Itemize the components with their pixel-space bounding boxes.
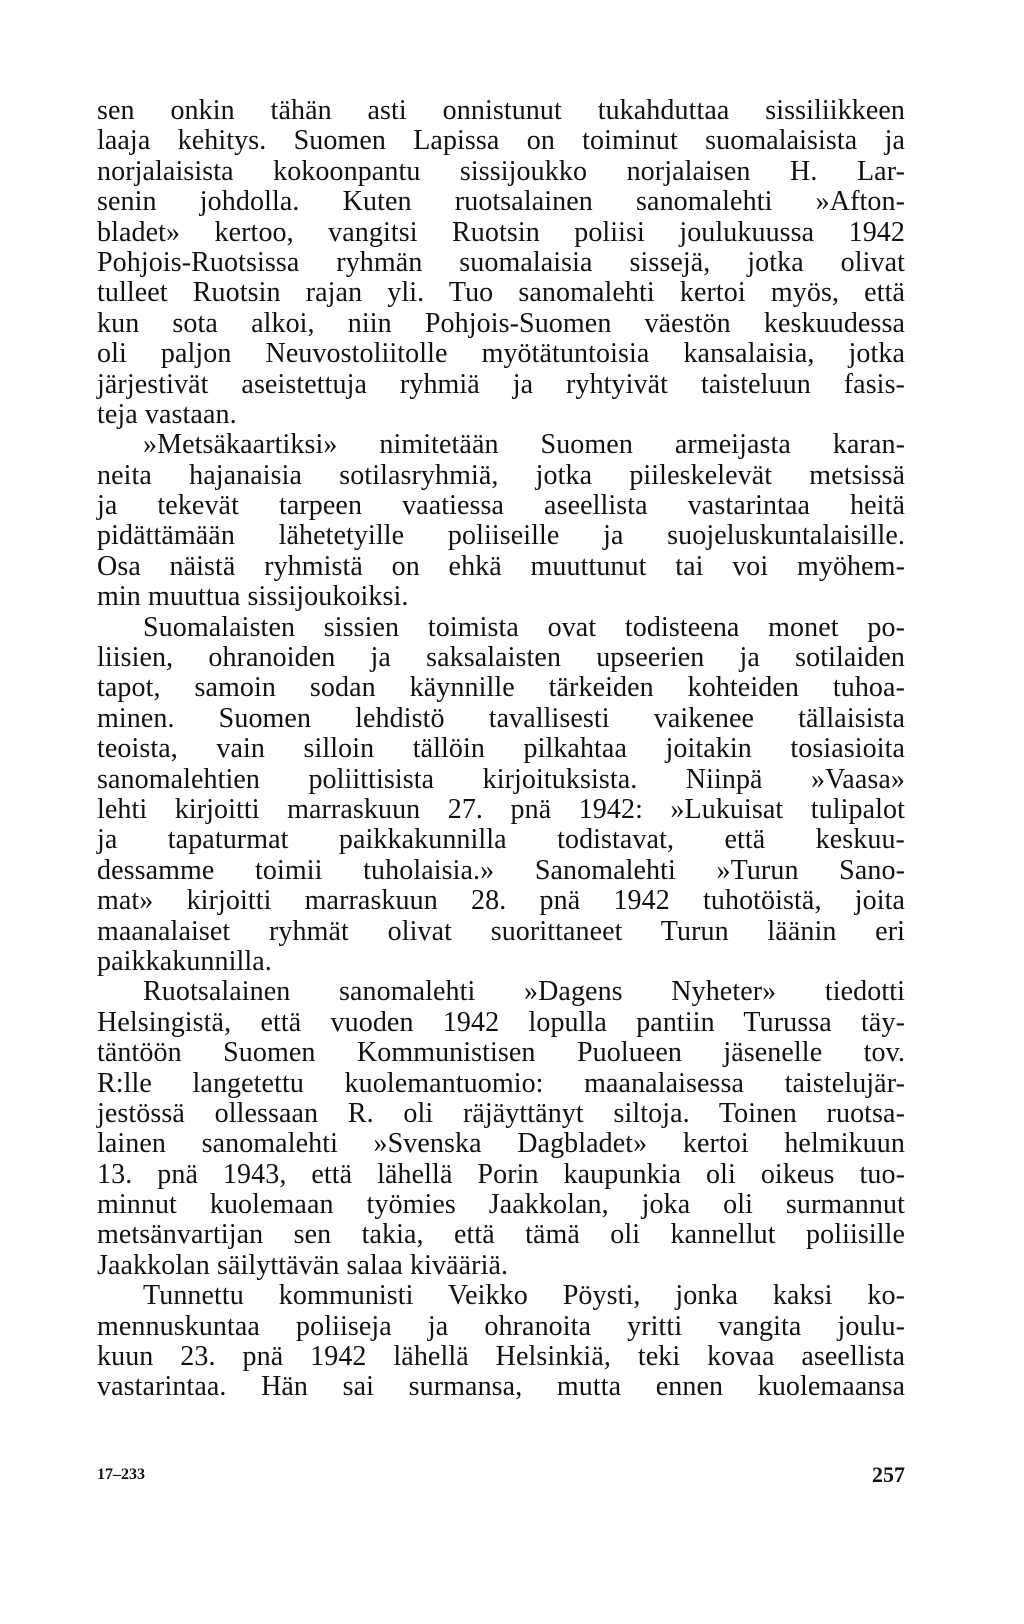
text-line: Helsingistä, että vuoden 1942 lopulla pantiin Turussa täy- bbox=[97, 1006, 905, 1038]
text-line: sen onkin tähän asti onnistunut tukahduttaa sissiliikkeen bbox=[97, 95, 905, 126]
text-line: lainen sanomalehti »Svenska Dagbladet» kertoi helmikuun bbox=[97, 1128, 905, 1160]
text-line: Pohjois-Ruotsissa ryhmän suomalaisia sissejä, jotka olivat bbox=[97, 246, 905, 278]
text-line: senin johdolla. Kuten ruotsalainen sanomalehti »Afton- bbox=[97, 186, 905, 218]
printer-signature: 17–233 bbox=[97, 1466, 145, 1483]
text-line: norjalaisista kokoonpantu sissijoukko norjalaisen H. Lar- bbox=[97, 155, 905, 187]
text-line: min muuttua sissijoukoiksi. bbox=[97, 581, 409, 613]
text-line: kun sota alkoi, niin Pohjois-Suomen väestön keskuudessa bbox=[97, 307, 905, 339]
text-line: laaja kehitys. Suomen Lapissa on toiminut suomalaisista ja bbox=[97, 125, 905, 157]
text-line: Ruotsalainen sanomalehti »Dagens Nyheter» tiedotti bbox=[143, 976, 905, 1008]
text-line: järjestivät aseistettuja ryhmiä ja ryhtyivät taisteluun fasis- bbox=[97, 368, 905, 400]
text-line: teoista, vain silloin tällöin pilkahtaa joitakin tosiasioita bbox=[97, 733, 905, 765]
text-line: ja tekevät tarpeen vaatiessa aseellista vastarintaa heitä bbox=[97, 490, 905, 522]
text-line: Jaakkolan säilyttävän salaa kivääriä. bbox=[97, 1249, 509, 1281]
text-line: tapot, samoin sodan käynnille tärkeiden kohteiden tuhoa- bbox=[97, 672, 905, 704]
text-line: R:lle langetettu kuolemantuomio: maanalaisessa taistelujär- bbox=[97, 1067, 905, 1099]
text-line: minnut kuolemaan työmies Jaakkolan, joka oli surmannut bbox=[97, 1189, 905, 1221]
page-text bbox=[97, 96, 905, 1403]
text-line: liisien, ohranoiden ja saksalaisten upseerien ja sotilaiden bbox=[97, 642, 905, 674]
text-line: Suomalaisten sissien toimista ovat todisteena monet po- bbox=[143, 611, 905, 643]
text-line: dessamme toimii tuholaisia.» Sanomalehti »Turun Sano- bbox=[97, 854, 905, 886]
text-line: 13. pnä 1943, että lähellä Porin kaupunkia oli oikeus tuo- bbox=[97, 1158, 905, 1190]
text-line: pidättämään lähetetyille poliiseille ja suojeluskuntalaisille. bbox=[97, 520, 905, 552]
text-line: Tunnettu kommunisti Veikko Pöysti, jonka kaksi ko- bbox=[143, 1280, 905, 1312]
paragraph-1 bbox=[97, 96, 905, 430]
text-line: metsänvartijan sen takia, että tämä oli kannellut poliisille bbox=[97, 1219, 905, 1251]
text-line: ja tapaturmat paikkakunnilla todistavat, että keskuu- bbox=[97, 824, 905, 856]
text-line: vastarintaa. Hän sai surmansa, mutta ennen kuolemaansa bbox=[97, 1371, 905, 1403]
text-line: teja vastaan. bbox=[97, 398, 237, 430]
page-number: 257 bbox=[872, 1462, 905, 1487]
text-line: maanalaiset ryhmät olivat suorittaneet Turun läänin eri bbox=[97, 915, 905, 947]
text-line: mennuskuntaa poliiseja ja ohranoita yritti vangita joulu- bbox=[97, 1310, 905, 1342]
text-line: minen. Suomen lehdistö tavallisesti vaikenee tällaisista bbox=[97, 702, 905, 734]
paragraph-3 bbox=[97, 613, 905, 978]
paragraph-4 bbox=[97, 977, 905, 1281]
text-line: sanomalehtien poliittisista kirjoituksista. Niinpä »Vaasa» bbox=[97, 763, 905, 795]
text-line: oli paljon Neuvostoliitolle myötätuntoisia kansalaisia, jotka bbox=[97, 338, 905, 370]
text-line: mat» kirjoitti marraskuun 28. pnä 1942 tuhotöistä, joita bbox=[97, 885, 905, 917]
text-line: tulleet Ruotsin rajan yli. Tuo sanomalehti kertoi myös, että bbox=[97, 277, 905, 309]
text-line: bladet» kertoo, vangitsi Ruotsin poliisi joulukuussa 1942 bbox=[97, 216, 905, 248]
text-line: paikkakunnilla. bbox=[97, 945, 272, 977]
paragraph-2 bbox=[97, 430, 905, 612]
text-line: Osa näistä ryhmistä on ehkä muuttunut tai voi myöhem- bbox=[97, 550, 905, 582]
text-line: »Metsäkaartiksi» nimitetään Suomen armeijasta karan- bbox=[143, 429, 905, 461]
text-line: täntöön Suomen Kommunistisen Puolueen jäsenelle tov. bbox=[97, 1037, 905, 1069]
text-line: jestössä ollessaan R. oli räjäyttänyt siltoja. Toinen ruotsa- bbox=[97, 1097, 905, 1129]
paragraph-5 bbox=[97, 1281, 905, 1403]
text-line: kuun 23. pnä 1942 lähellä Helsinkiä, teki kovaa aseellista bbox=[97, 1341, 905, 1373]
text-line: lehti kirjoitti marraskuun 27. pnä 1942: »Lukuisat tulipalot bbox=[97, 793, 905, 825]
page-footer bbox=[97, 1462, 905, 1492]
text-line: neita hajanaisia sotilasryhmiä, jotka piileskelevät metsissä bbox=[97, 459, 905, 491]
